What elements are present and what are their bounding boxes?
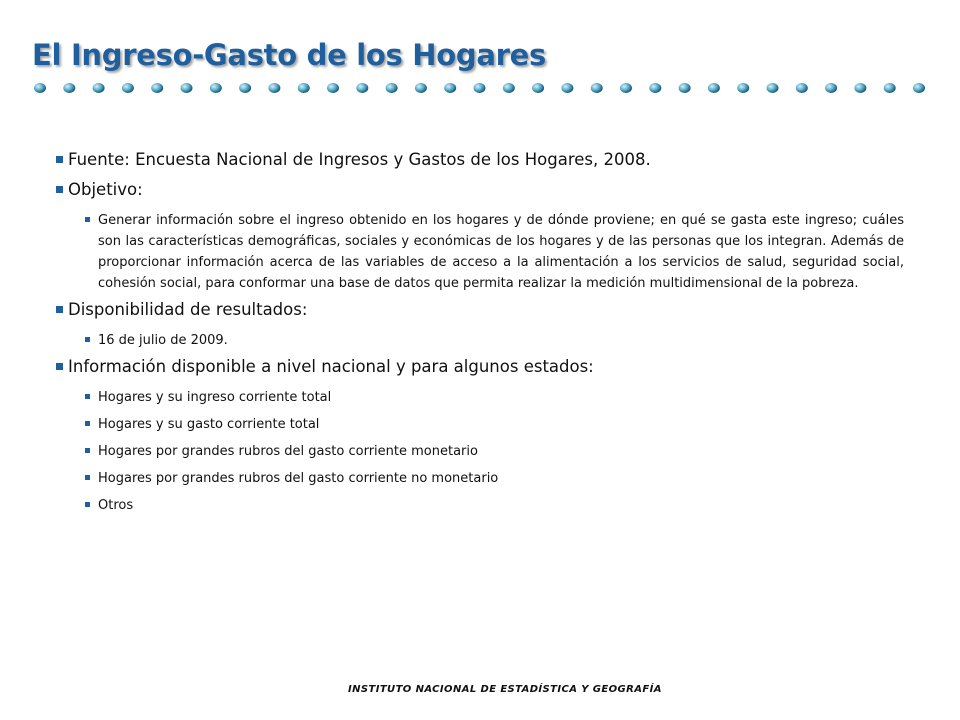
decorative-dot	[796, 83, 808, 93]
bullet-fuente: Fuente: Encuesta Nacional de Ingresos y Gastos de los Hogares, 2008.	[54, 150, 904, 170]
decorative-dot	[181, 83, 193, 93]
decorative-dot	[767, 83, 779, 93]
decorative-dot	[561, 83, 573, 93]
decorative-dot	[913, 83, 925, 93]
decorative-dot	[268, 83, 280, 93]
decorative-dot	[474, 83, 486, 93]
decorative-dot	[122, 83, 134, 93]
objetivo-text: Generar información sobre el ingreso obtenido en los hogares y de dónde proviene; en qué se gasta este ingreso; cuáles son las características demográficas, sociales y económicas de los hogares y de las personas que los integran. Además de proporcionar información acerca de las variables de acceso a la alimentación a los servicios de salud, seguridad social, cohesión social, para conformar una base de datos que permita realizar la medición multidimensional de la pobreza.	[84, 210, 904, 294]
decorative-dot	[327, 83, 339, 93]
decorative-dot	[239, 83, 251, 93]
informacion-item: Otros	[84, 495, 904, 516]
decorative-dot	[386, 83, 398, 93]
slide-content	[54, 150, 904, 522]
decorative-dot	[737, 83, 749, 93]
decorative-dot	[415, 83, 427, 93]
decorative-dot	[444, 83, 456, 93]
decorative-dot	[591, 83, 603, 93]
decorative-dot	[356, 83, 368, 93]
informacion-item: Hogares por grandes rubros del gasto corriente monetario	[84, 441, 904, 462]
decorative-dot	[649, 83, 661, 93]
decorative-dot	[151, 83, 163, 93]
bullet-objetivo: Objetivo:	[54, 180, 904, 200]
bullet-disponibilidad: Disponibilidad de resultados:	[54, 300, 904, 320]
slide-title: El Ingreso-Gasto de los Hogares	[32, 38, 546, 72]
decorative-dot	[298, 83, 310, 93]
footer-institution: INSTITUTO NACIONAL DE ESTADÍSTICA Y GEOGRAFÍA	[348, 684, 662, 695]
decorative-dot	[854, 83, 866, 93]
informacion-item: Hogares y su gasto corriente total	[84, 414, 904, 435]
informacion-item: Hogares y su ingreso corriente total	[84, 387, 904, 408]
decorative-dot	[532, 83, 544, 93]
decorative-dot	[884, 83, 896, 93]
decorative-dot	[63, 83, 75, 93]
decorative-dot	[679, 83, 691, 93]
decorative-dot	[34, 83, 46, 93]
decorative-dot	[708, 83, 720, 93]
decorative-dot	[825, 83, 837, 93]
decorative-dot	[93, 83, 105, 93]
decorative-dot-row	[30, 76, 930, 100]
decorative-dot	[210, 83, 222, 93]
bullet-informacion: Información disponible a nivel nacional y para algunos estados:	[54, 357, 904, 377]
disponibilidad-date: 16 de julio de 2009.	[84, 330, 904, 351]
informacion-item: Hogares por grandes rubros del gasto corriente no monetario	[84, 468, 904, 489]
decorative-dot	[620, 83, 632, 93]
decorative-dot	[503, 83, 515, 93]
